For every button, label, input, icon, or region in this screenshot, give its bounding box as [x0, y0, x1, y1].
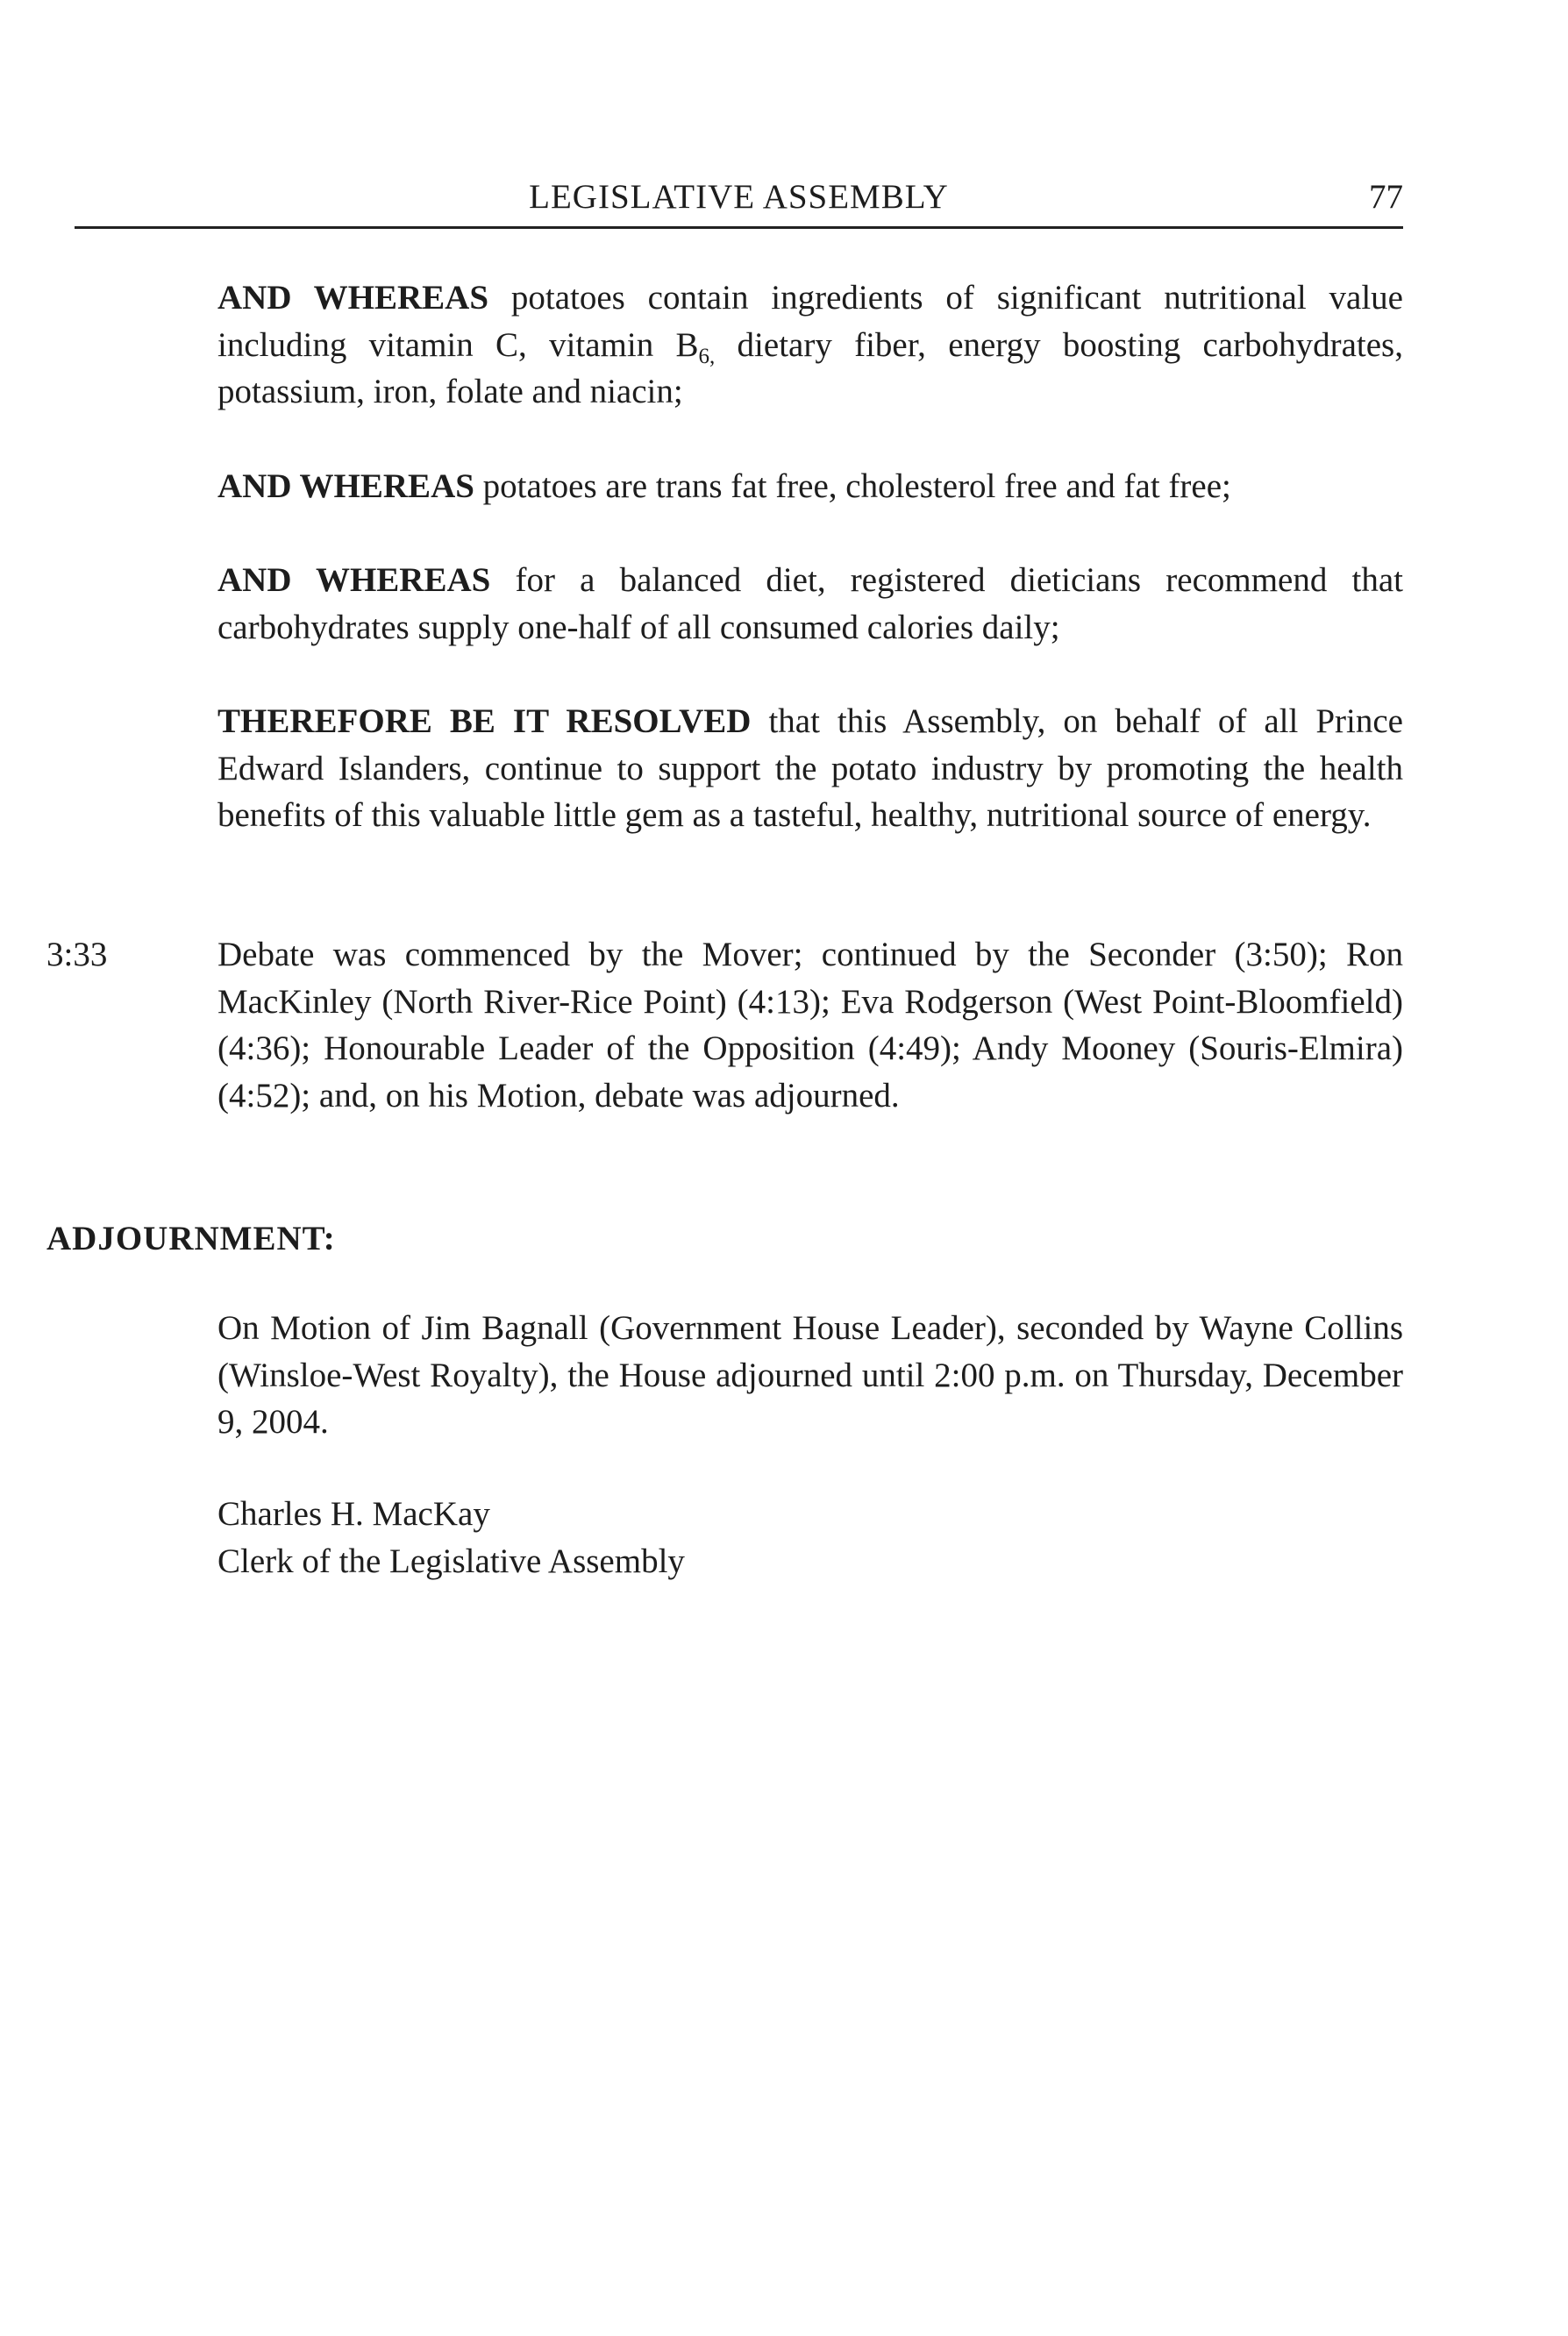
debate-time: 3:33 [46, 936, 108, 973]
whereas-paragraph-3 [217, 557, 1403, 651]
whereas-lead-1: AND WHEREAS [217, 279, 489, 317]
resolution-lead: THEREFORE BE IT RESOLVED [217, 702, 752, 740]
signature-title: Clerk of the Legislative Assembly [217, 1542, 685, 1580]
whereas-lead-3: AND WHEREAS [217, 561, 491, 599]
vitamin-subscript: 6, [698, 344, 716, 368]
adjournment-heading: ADJOURNMENT: [46, 1220, 336, 1257]
whereas-paragraph-2 [217, 463, 1403, 510]
header-title: LEGISLATIVE ASSEMBLY [529, 178, 949, 216]
resolution-paragraph [217, 698, 1403, 839]
whereas-lead-2: AND WHEREAS [217, 467, 474, 505]
resolution-text: that this Assembly, on behalf of all Prince Edward Islanders, continue to support the potato industry by promoting the health benefits of this valuable little gem as a tasteful, healthy, nutritional source of energy. [217, 702, 1403, 834]
debate-paragraph: Debate was commenced by the Mover; continued by the Seconder (3:50); Ron MacKinley (North River-Rice Point) (4:13); Eva Rodgerson (West Point-Bloomfield) (4:36); Honourable Leader of the Opposition (4:49); Andy Mooney (Souris-Elmira) (4:52); and, on his Motion, debate was adjourned. [217, 936, 1403, 1115]
whereas-text-3: for a balanced diet, registered dieticians recommend that carbohydrates supply one-half of all consumed calories daily; [217, 561, 1403, 646]
whereas-text-1b: dietary fiber, energy boosting carbohydrates, potassium, iron, folate and niacin; [217, 325, 1403, 410]
page-header [75, 175, 1403, 229]
whereas-text-1a: potatoes contain ingredients of significant nutritional value including vitamin C, vitamin B [217, 279, 1403, 364]
whereas-paragraph-1 [217, 274, 1403, 416]
adjournment-paragraph: On Motion of Jim Bagnall (Government House Leader), seconded by Wayne Collins (Winsloe-West Royalty), the House adjourned until 2:00 p.m. on Thursday, December 9, 2004. [217, 1309, 1403, 1441]
page-number: 77 [1369, 178, 1403, 216]
signature-name: Charles H. MacKay [217, 1495, 490, 1533]
whereas-text-2: potatoes are trans fat free, cholesterol free and fat free; [474, 467, 1231, 505]
